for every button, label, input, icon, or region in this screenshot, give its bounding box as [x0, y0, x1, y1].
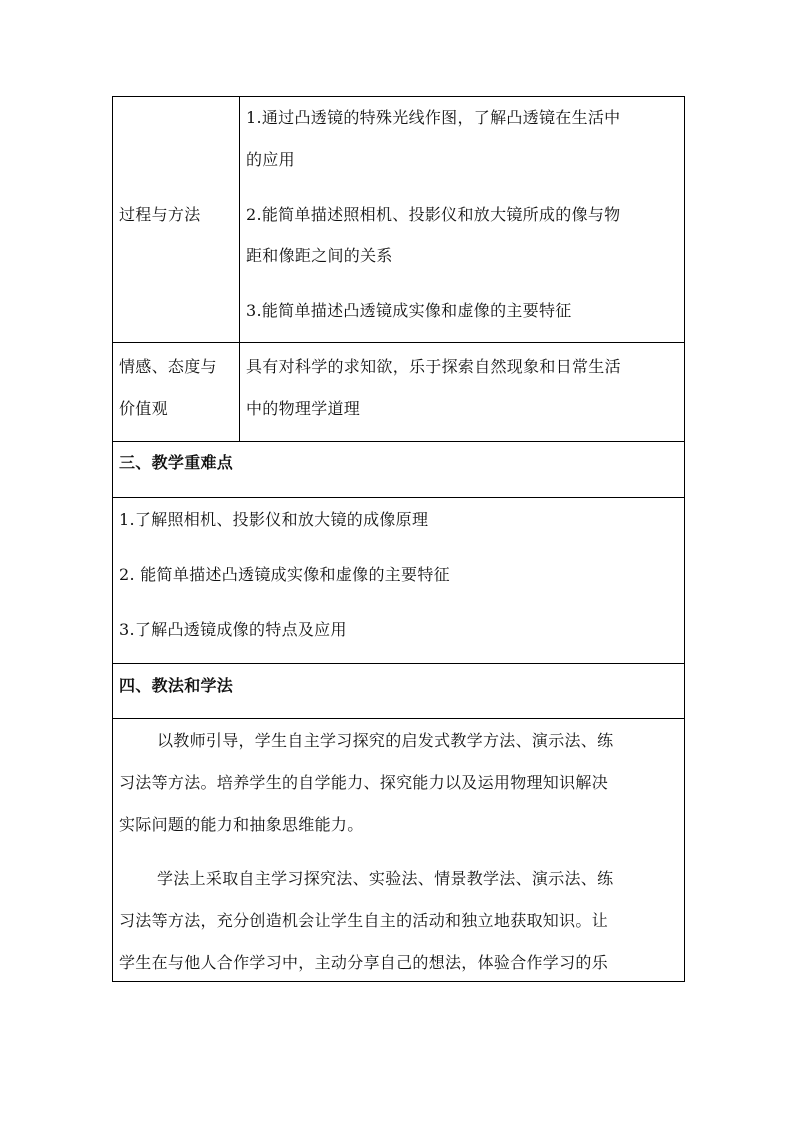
lesson-plan-table	[112, 96, 685, 982]
process-line-4: 距和像距之间的关系	[246, 246, 393, 265]
emotion-line-2: 中的物理学道理	[246, 399, 361, 418]
process-line-1: 1.通过凸透镜的特殊光线作图，了解凸透镜在生活中	[246, 108, 621, 127]
row-label-emotion-2: 价值观	[119, 399, 168, 418]
row-divider	[112, 441, 685, 442]
process-line-2: 的应用	[246, 150, 295, 169]
methods-para2-line-3: 学生在与他人合作学习中，主动分享自己的想法，体验合作学习的乐	[119, 953, 609, 972]
methods-para1-line-3: 实际问题的能力和抽象思维能力。	[119, 815, 364, 834]
section-heading-methods: 四、教法和学法	[119, 676, 234, 695]
row-label-process: 过程与方法	[119, 205, 201, 224]
methods-para2-line-1: 学法上采取自主学习探究法、实验法、情景教学法、演示法、练	[157, 869, 614, 888]
table-border-right	[684, 96, 685, 982]
table-border-top	[112, 96, 685, 97]
table-border-bottom	[112, 981, 685, 982]
row-divider	[112, 497, 685, 498]
table-border-left	[112, 96, 113, 982]
methods-para2-line-2: 习法等方法，充分创造机会让学生自主的活动和独立地获取知识。让	[119, 911, 609, 930]
column-divider	[239, 96, 240, 442]
key-point-2: 2. 能简单描述凸透镜成实像和虚像的主要特征	[119, 565, 450, 584]
row-divider	[112, 718, 685, 719]
key-point-3: 3.了解凸透镜成像的特点及应用	[119, 620, 347, 639]
row-divider	[112, 342, 685, 343]
process-line-5: 3.能简单描述凸透镜成实像和虚像的主要特征	[246, 301, 572, 320]
methods-para1-line-2: 习法等方法。培养学生的自学能力、探究能力以及运用物理知识解决	[119, 773, 609, 792]
key-point-1: 1.了解照相机、投影仪和放大镜的成像原理	[119, 510, 429, 529]
row-divider	[112, 663, 685, 664]
process-line-3: 2.能简单描述照相机、投影仪和放大镜所成的像与物	[246, 205, 621, 224]
emotion-line-1: 具有对科学的求知欲，乐于探索自然现象和日常生活	[246, 357, 621, 376]
section-heading-key-points: 三、教学重难点	[119, 453, 234, 472]
row-label-emotion-1: 情感、态度与	[119, 357, 217, 376]
methods-para1-line-1: 以教师引导，学生自主学习探究的启发式教学方法、演示法、练	[157, 731, 614, 750]
